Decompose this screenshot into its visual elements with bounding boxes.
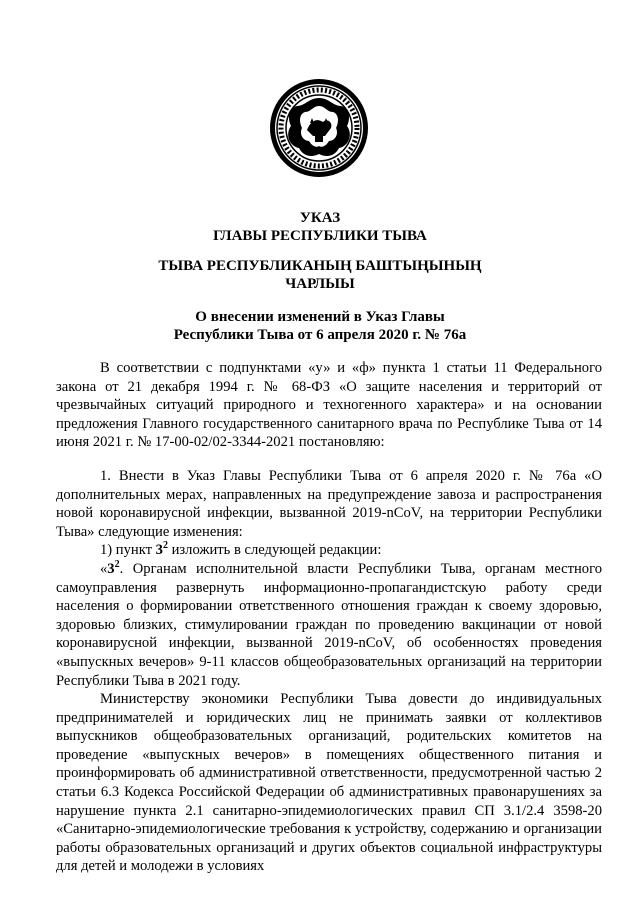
decree-title-line1: УКАЗ: [299, 210, 341, 226]
decree-title: [0, 209, 640, 245]
subitem-1-suffix: изложить в следующей редакции:: [167, 542, 382, 559]
quoted-clause-superscript: 2: [114, 559, 120, 571]
quoted-clause-text: . Органам исполнительной власти Республики Тыва, органам местного самоуправления развернуть информационно-пропагандистскую работу среди населения о формировании ответственного отношения граждан к своему здоровью, здоровью близких, стимулировании граждан по проведению вакцинации от новой коронавирусной инфекции, вызванной 2019-nCoV, об особенностях проведения «выпускных вечеров» 9-11 классов общеобразовательных организаций на территории Республики Тыва в 2021 году.: [56, 560, 602, 689]
decree-title-line2: ГЛАВЫ РЕСПУБЛИКИ ТЫВА: [213, 228, 427, 244]
quoted-clause-number: 3: [107, 560, 115, 577]
subitem-1-paragraph: [56, 541, 602, 560]
preamble-paragraph: В соответствии с подпунктами «у» и «ф» пункта 1 статьи 11 Федерального закона от 21 декабря 1994 г. № 68-ФЗ «О защите населения и территорий от чрезвычайных ситуаций природного и техногенного характера» и на основании предложения Главного государственного санитарного врача по Республике Тыва от 14 июня 2021 г. № 17-00-02/02-3344-2021 постановляю:: [56, 360, 602, 451]
decree-subject-line1: О внесении изменений в Указ Главы: [195, 309, 445, 325]
decree-subject-line2: Республики Тыва от 6 апреля 2020 г. № 76а: [173, 327, 467, 343]
decree-body: [56, 359, 602, 876]
quote-open-mark: «: [100, 560, 108, 577]
subitem-1-superscript: 2: [162, 540, 168, 552]
subitem-1-number: 3: [155, 542, 163, 559]
ministry-paragraph: Министерству экономики Республики Тыва довести до индивидуальных предпринимателей и юридических лиц не принимать заявки от коллективов выпускников общеобразовательных организаций, родительских комитетов на проведение «выпускных вечеров» в помещениях общественного питания и проинформировать об административной ответственности, предусмотренной частью 2 статьи 6.3 Кодекса Российской Федерации об административных правонарушениях за нарушение пункта 2.1 санитарно-эпидемиологических правил СП 3.1/2.4 3598-20 «Санитарно-эпидемиологические требования к устройству, содержанию и организации работы образовательных организаций и других объектов социальной инфраструктуры для детей и молодежи в условиях: [56, 691, 602, 875]
decree-title-tuvan: [0, 257, 640, 293]
coat-of-arms-emblem: [269, 78, 369, 178]
quoted-clause-paragraph: [56, 560, 602, 690]
decree-title-tuvan-line1: ТЫВА РЕСПУБЛИКАНЫҢ БАШТЫҢЫНЫҢ: [158, 258, 482, 274]
decree-title-tuvan-line2: ЧАРЛЫЫ: [285, 276, 355, 292]
decree-subject: [0, 308, 640, 344]
subitem-1-prefix: 1) пункт: [100, 542, 156, 559]
item-1-paragraph: 1. Внести в Указ Главы Республики Тыва от 6 апреля 2020 г. № 76а «О дополнительных мерах, направленных на предупреждение завоза и распространения новой коронавирусной инфекции, вызванной 2019-nCoV, на территории Республики Тыва» следующие изменения:: [56, 467, 602, 540]
